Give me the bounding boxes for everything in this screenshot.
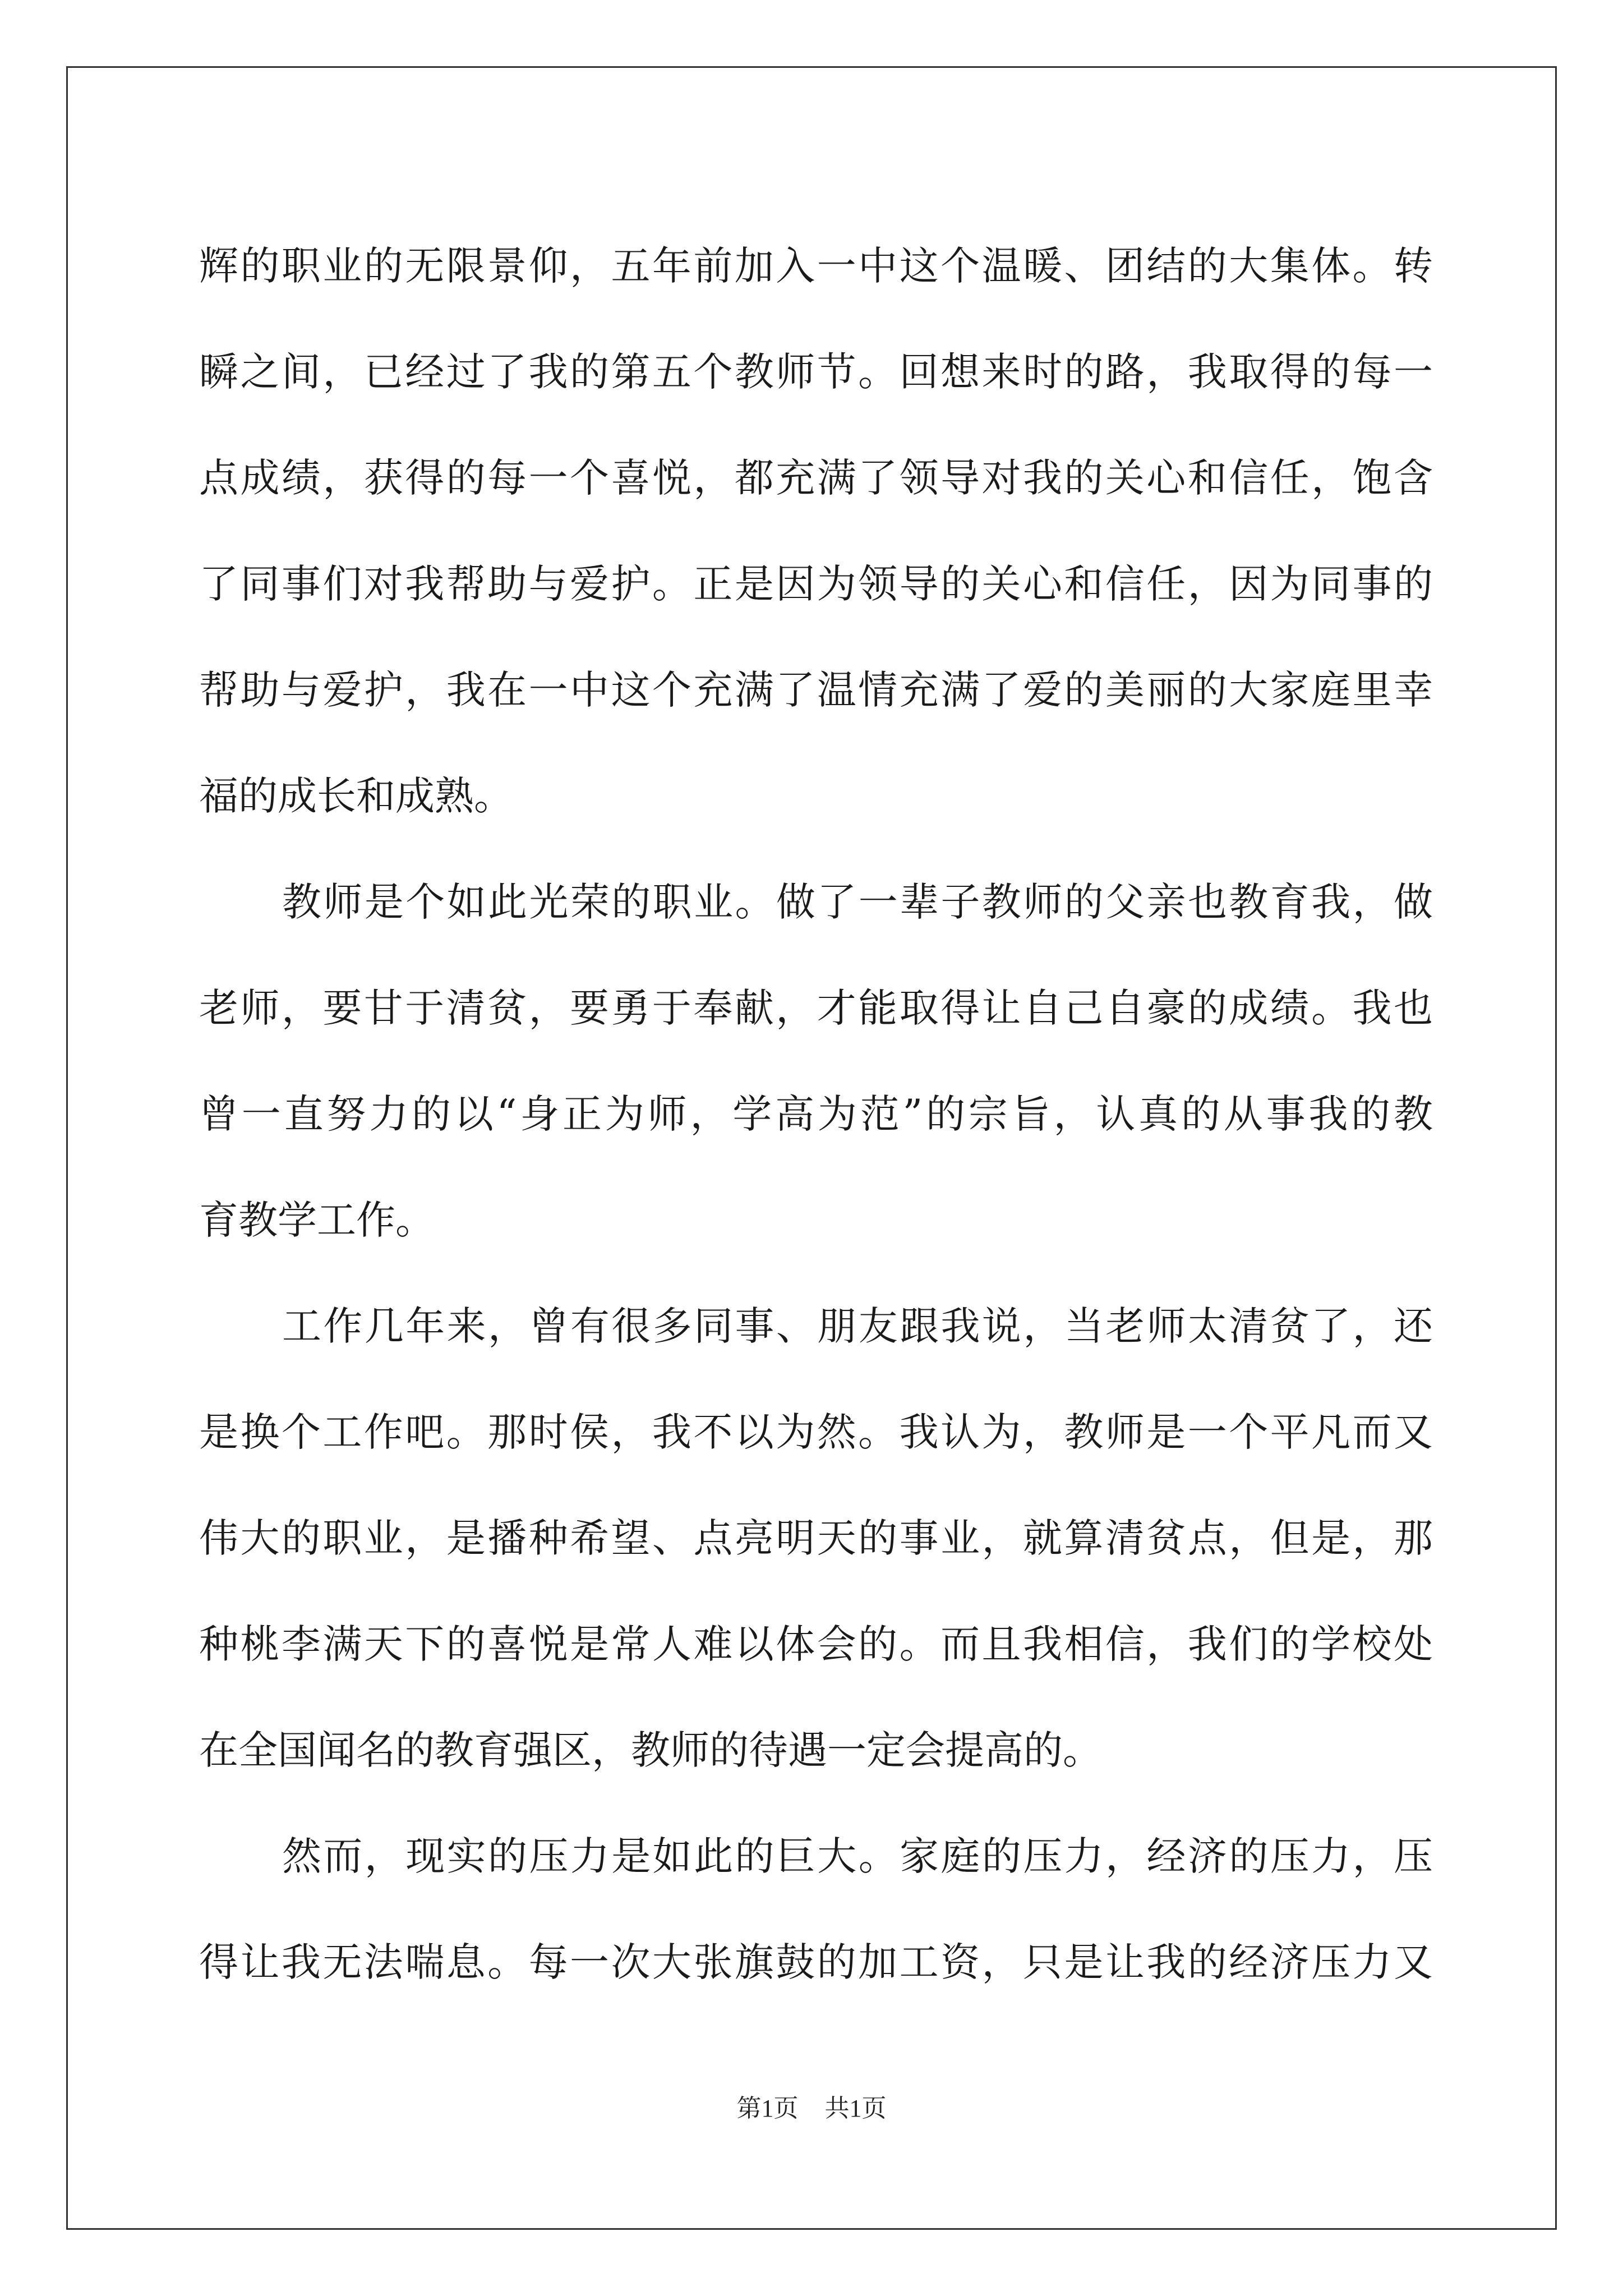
text-line: 伟大的职业，是播种希望、点亮明天的事业，就算清贫点，但是，那 (199, 1515, 1433, 1561)
text-line: 在全国闻名的教育强区，教师的待遇一定会提高的。 (199, 1727, 1102, 1773)
page-total: 共1页 (824, 2095, 887, 2122)
paragraph (199, 1273, 1433, 1803)
text-line: 瞬之间，已经过了我的第五个教师节。回想来时的路，我取得的每一 (199, 349, 1433, 395)
text-line: 帮助与爱护，我在一中这个充满了温情充满了爱的美丽的大家庭里幸 (199, 667, 1433, 713)
text-line: 曾一直努力的以“身正为师，学高为范”的宗旨，认真的从事我的教 (199, 1091, 1433, 1137)
text-line: 了同事们对我帮助与爱护。正是因为领导的关心和信任，因为同事的 (199, 561, 1433, 607)
paragraph (199, 849, 1433, 1273)
text-line: 工作几年来，曾有很多同事、朋友跟我说，当老师太清贫了，还 (282, 1303, 1433, 1349)
text-line: 然而，现实的压力是如此的巨大。家庭的压力，经济的压力，压 (282, 1833, 1433, 1879)
text-line: 老师，要甘于清贫，要勇于奉献，才能取得让自己自豪的成绩。我也 (199, 985, 1433, 1031)
paragraph (199, 1803, 1433, 2016)
text-line: 点成绩，获得的每一个喜悦，都充满了领导对我的关心和信任，饱含 (199, 455, 1433, 501)
page-number: 第1页 (736, 2095, 799, 2122)
document-body (199, 213, 1433, 2016)
text-line: 是换个工作吧。那时侯，我不以为然。我认为，教师是一个平凡而又 (199, 1409, 1433, 1455)
text-line: 种桃李满天下的喜悦是常人难以体会的。而且我相信，我们的学校处 (199, 1621, 1433, 1667)
text-line: 辉的职业的无限景仰，五年前加入一中这个温暖、团结的大集体。转 (199, 243, 1433, 289)
text-line: 福的成长和成熟。 (199, 773, 513, 819)
page-footer (0, 2088, 1623, 2124)
text-line: 得让我无法喘息。每一次大张旗鼓的加工资，只是让我的经济压力又 (199, 1939, 1433, 1985)
text-line: 教师是个如此光荣的职业。做了一辈子教师的父亲也教育我，做 (282, 879, 1433, 925)
paragraph (199, 213, 1433, 849)
text-line: 育教学工作。 (199, 1197, 435, 1243)
